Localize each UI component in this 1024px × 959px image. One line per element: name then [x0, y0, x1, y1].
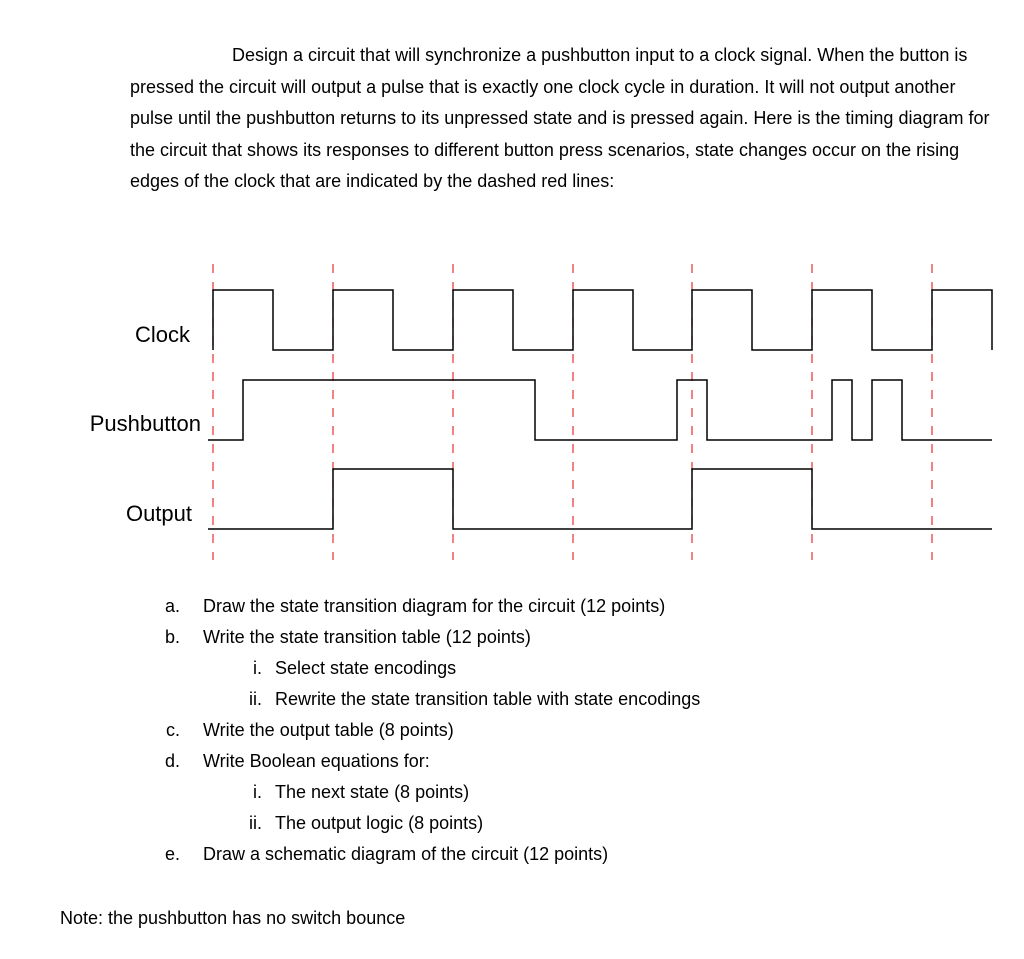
task-text: The output logic (8 points): [275, 813, 484, 833]
task-marker: i.: [253, 658, 262, 678]
note: Note: the pushbutton has no switch bounce: [60, 908, 406, 928]
task-marker: a.: [164, 596, 180, 616]
task-text: Rewrite the state transition table with state encodings: [275, 689, 701, 709]
output-waveform: [208, 469, 992, 529]
pushbutton-label: Pushbutton: [89, 411, 201, 436]
problem-statement: Design a circuit that will synchronize a pushbutton input to a clock signal. When the button is pressed the circuit will output a pulse that is exactly one clock cycle in duration. It will not output another pulse until the pushbutton returns to its unpressed state and is pressed again. Here is the timing diagram for the circuit that shows its responses to different button press scenarios, state changes occur on the rising edges of the clock that are indicated by the dashed red lines:: [130, 45, 990, 191]
task-marker: d.: [164, 751, 180, 771]
output-label: Output: [125, 501, 192, 526]
task-text: Draw a schematic diagram of the circuit (12 points): [203, 844, 609, 864]
pushbutton-waveform: [208, 380, 992, 440]
task-text: Write the output table (8 points): [203, 720, 454, 740]
task-text: The next state (8 points): [275, 782, 470, 802]
task-text: Draw the state transition diagram for the circuit (12 points): [203, 596, 666, 616]
task-marker: ii.: [249, 689, 262, 709]
task-marker: e.: [164, 844, 180, 864]
task-text: Select state encodings: [275, 658, 457, 678]
clock-label: Clock: [134, 322, 190, 347]
task-marker: ii.: [249, 813, 262, 833]
task-text: Write Boolean equations for:: [203, 751, 430, 771]
task-marker: c.: [165, 720, 180, 740]
task-text: Write the state transition table (12 points): [203, 627, 531, 647]
task-marker: b.: [164, 627, 180, 647]
clock-waveform: [213, 290, 992, 350]
task-marker: i.: [253, 782, 262, 802]
